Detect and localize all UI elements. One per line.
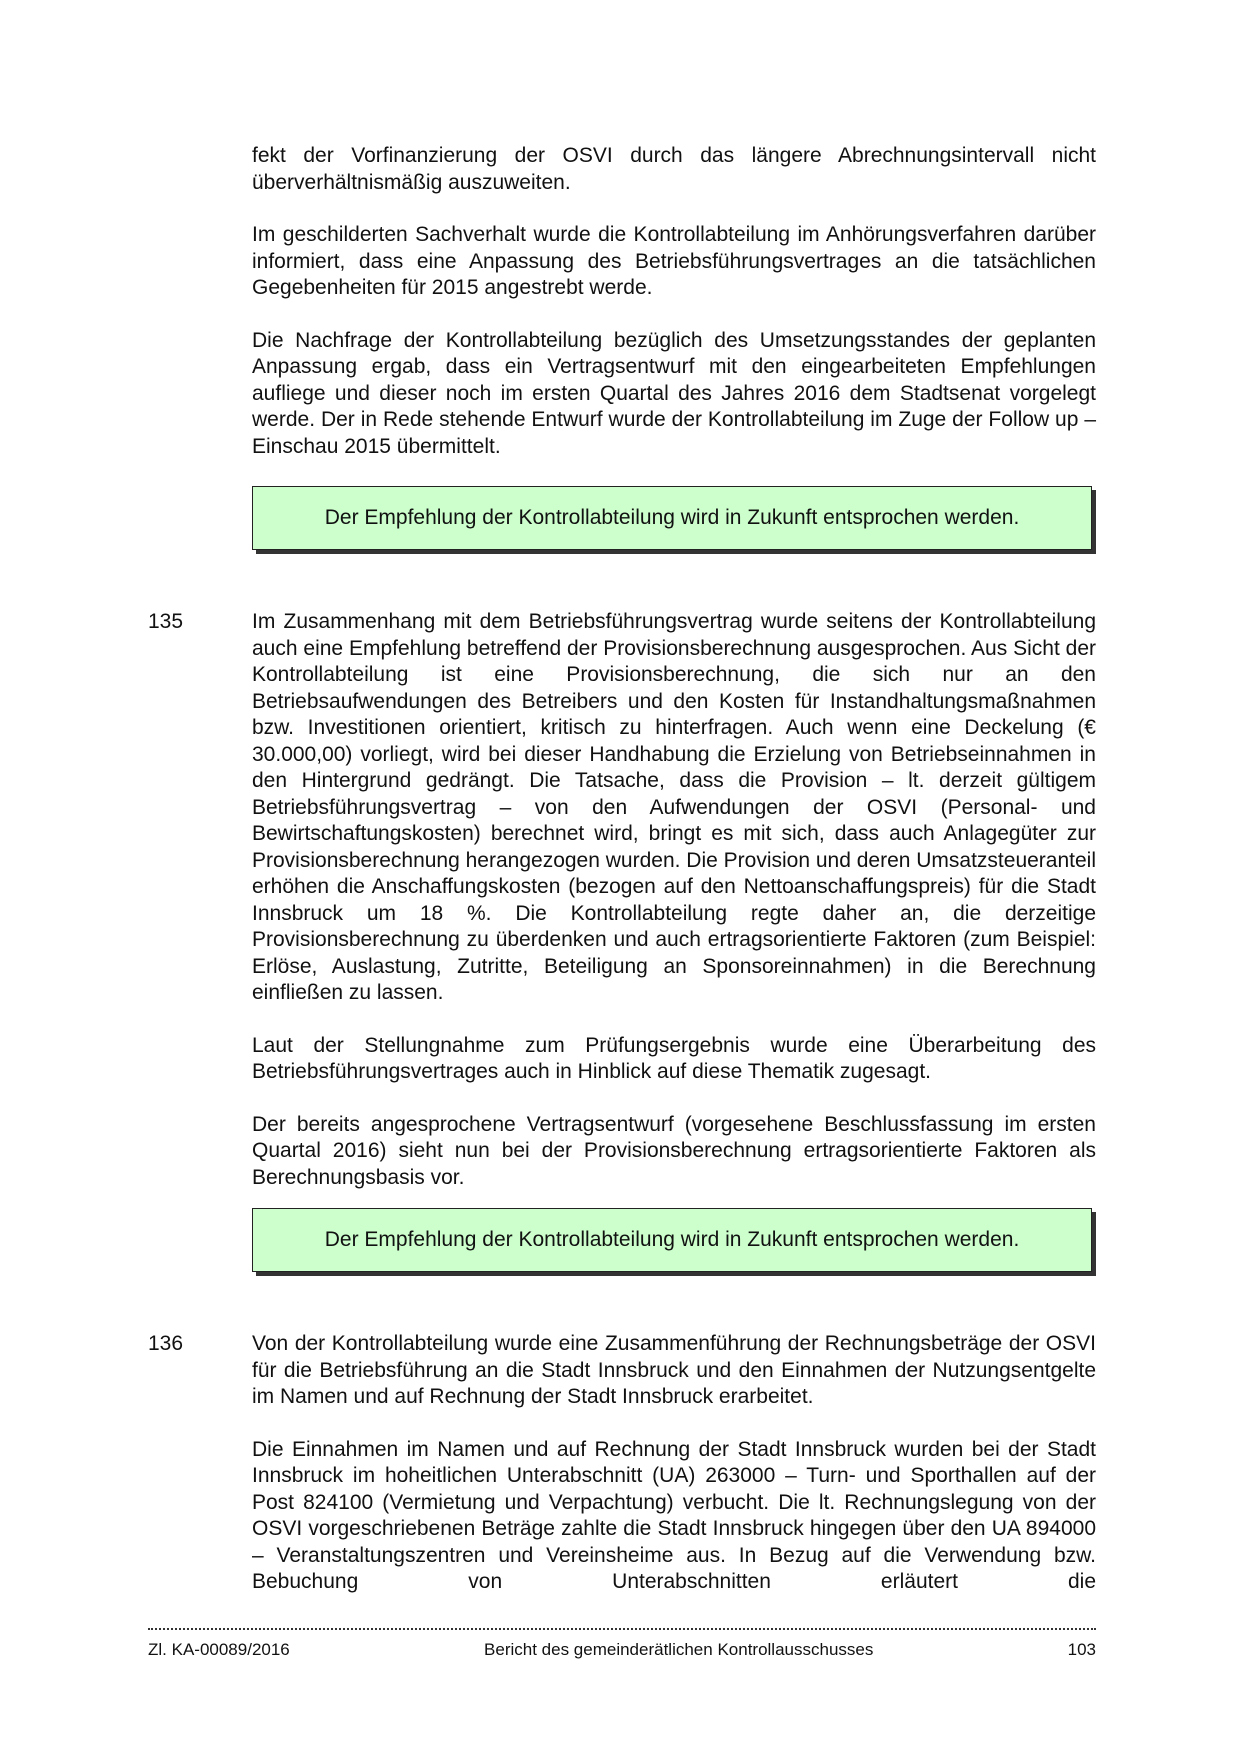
footer-title: Bericht des gemeinderätlichen Kontrollausschusses — [484, 1640, 874, 1659]
section-135 — [148, 609, 1096, 1217]
recommendation-box — [252, 1208, 1092, 1272]
recommendation-text: Der Empfehlung der Kontrollabteilung wird in Zukunft entsprochen werden. — [324, 506, 1020, 529]
section-number: 136 — [148, 1332, 184, 1355]
section-number: 135 — [148, 610, 184, 633]
paragraph: fekt der Vorfinanzierung der OSVI durch das längere Abrechnungsintervall nicht überverhältnismäßig auszuweiten. — [252, 144, 1096, 194]
paragraph: Der bereits angesprochene Vertragsentwurf (vorgesehene Beschlussfassung im ersten Quartal 2016) sieht nun bei der Provisionsberechnung ertragsorientierte Faktoren als Berechnungsbasis vor. — [252, 1112, 1096, 1189]
page-footer — [148, 1640, 1096, 1660]
paragraph: Laut der Stellungnahme zum Prüfungsergebnis wurde eine Überarbeitung des Betriebsführungsvertrages auch in Hinblick auf diese Thematik zugesagt. — [252, 1033, 1096, 1083]
paragraph: Von der Kontrollabteilung wurde eine Zusammenführung der Rechnungsbeträge der OSVI für die Betriebsführung an die Stadt Innsbruck und den Einnahmen der Nutzungsentgelte im Namen und auf Rechnung der Stadt Innsbruck erarbeitet. — [252, 1332, 1096, 1408]
section-136 — [148, 1331, 1096, 1622]
page-number: 103 — [1067, 1640, 1096, 1659]
recommendation-box — [252, 486, 1092, 550]
paragraph: Im geschilderten Sachverhalt wurde die Kontrollabteilung im Anhörungsverfahren darüber informiert, dass eine Anpassung des Betriebsführungsvertrages an die tatsächlichen Gegebenheiten für 2015 angestrebt werde. — [252, 223, 1096, 299]
paragraph: Die Nachfrage der Kontrollabteilung bezüglich des Umsetzungsstandes der geplanten Anpassung ergab, dass ein Vertragsentwurf mit den eingearbeiteten Empfehlungen aufliege und dieser noch im ersten Quartal des Jahres 2016 dem Stadtsenat vorgelegt werde. Der in Rede stehende Entwurf wurde der Kontrollabteilung im Zuge der Follow up – Einschau 2015 übermittelt. — [252, 328, 1096, 458]
footer-reference: Zl. KA-00089/2016 — [148, 1640, 290, 1659]
paragraph: Im Zusammenhang mit dem Betriebsführungsvertrag wurde seitens der Kontrollabteilung auch eine Empfehlung betreffend der Provisionsberechnung ausgesprochen. Aus Sicht der Kontrollabteilung ist eine Provisionsberechnung, die sich nur an den Betriebsaufwendungen des Betreibers und den Kosten für Instandhaltungsmaßnahmen bzw. Investitionen orientiert, kritisch zu hinterfragen. Auch wenn eine Deckelung (€ 30.000,00) vorliegt, wird bei dieser Handhabung die Erzielung von Betriebseinnahmen in den Hintergrund gedrängt. Die Tatsache, dass die Provision – lt. derzeit gültigem Betriebsführungsvertrag – von den Aufwendungen der OSVI (Personal- und Bewirtschaftungskosten) berechnet wird, bringt es mit sich, dass auch Anlagegüter zur Provisionsberechnung herangezogen wurden. Die Provision und deren Umsatzsteueranteil erhöhen die Anschaffungskosten (bezogen auf den Nettoanschaffungspreis) für die Stadt Innsbruck um 18 %. Die Kontrollabteilung regte daher an, die derzeitige Provisionsberechnung zu überdenken und auch ertragsorientierte Faktoren (zum Beispiel: Erlöse, Auslastung, Zutritte, Beteiligung an Sponsoreinnahmen) in die Berechnung einfließen zu lassen. — [252, 610, 1096, 1004]
paragraph: Die Einnahmen im Namen und auf Rechnung der Stadt Innsbruck wurden bei der Stadt Innsbruck im hoheitlichen Unterabschnitt (UA) 263000 – Turn- und Sporthallen auf der Post 824100 (Vermietung und Verpachtung) verbucht. Die lt. Rechnungslegung von der OSVI vorgeschriebenen Beträge zahlte die Stadt Innsbruck hingegen über den UA 894000 – Veranstaltungszentren und Vereinsheime aus. In Bezug auf die Verwendung bzw. Bebuchung von Unterabschnitten erläutert die — [252, 1437, 1096, 1593]
recommendation-text: Der Empfehlung der Kontrollabteilung wird in Zukunft entsprochen werden. — [324, 1228, 1020, 1251]
top-paragraphs — [252, 143, 1096, 486]
footer-divider — [148, 1628, 1096, 1630]
